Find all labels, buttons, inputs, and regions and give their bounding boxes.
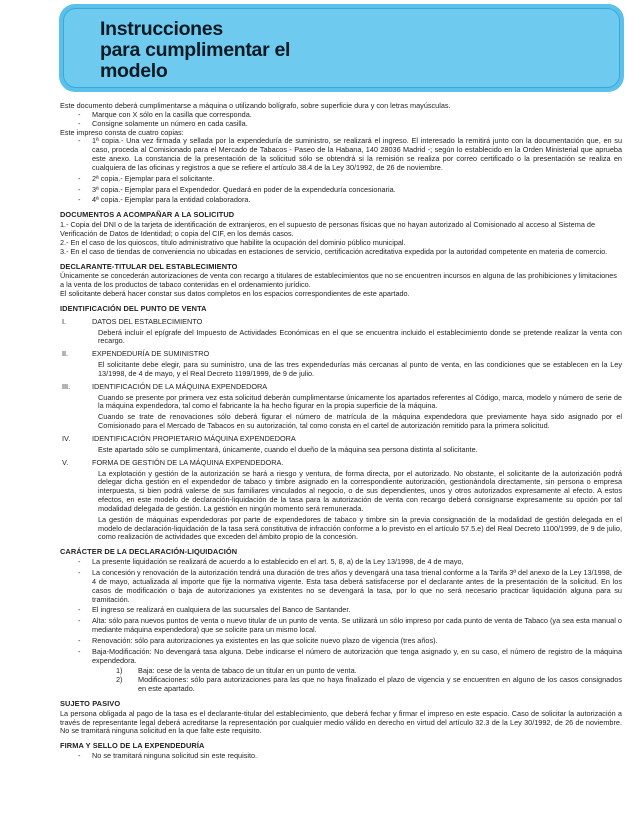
page-title [100, 19, 290, 82]
declarante-paragraph: Únicamente se concederán autorizaciones de venta con recargo a titulares de establecimientos que no se encuentren incursos en alguna de las prohibiciones y limitaciones a la venta de los productos de tabaco contenidas en el ordenamiento jurídico. [60, 271, 617, 290]
list-item: 1.- Copia del DNI o de la tarjeta de identificación de extranjeros, en el supuesto de personas físicas que no hayan autorizado al Comisionado al acceso al Sistema de Verificación de Datos de Identidad; o copia del CIF, en los demás casos. [60, 220, 596, 238]
sujeto-paragraph: La persona obligada al pago de la tasa es el declarante-titular del establecimiento, que deberá fechar y firmar el impreso en este espacio. Caso de solicitar la autorización a través de representante legal deberá acreditarse la representación por cualquier medio válido en derecho en virtud del artículo 32.3 de la Ley 30/1992, de 26 de noviembre. No se tramitará ninguna solicitud en la que falte este requisito. [60, 708, 622, 736]
list-item: - La presente liquidación se realizará de acuerdo a lo establecido en el art. 5, 8, a) de la Ley 13/1998, de 4 de mayo, [78, 558, 622, 567]
subsection-number: II. [62, 349, 69, 359]
list-item: 2.- En el caso de los quioscos, título administrativo que habilite la ocupación del dominio público municipal. [60, 237, 406, 247]
subsection-text: Cuando se trate de renovaciones sólo deberá figurar el número de matrícula de la máquina expendedora que previamente haya sido asignado por el Comisionado para el Mercado de Tabacos en su autorización, tal como consta en el cartel de autorización remitido para la primera solicitud. [98, 412, 622, 431]
list-item: - La concesión y renovación de la autorización tendrá una duración de tres años y devengará una tasa trienal conforme a la Tarifa 3ª del anexo de la Ley 13/1998, de 4 de mayo, actualizada al importe que fije la normativa vigente. Esta tasa deberá satisfacerse por el declarante antes de la presentación de la solicitud. En los casos de modificación o baja de autorizaciones ya existentes no se devengará la tasa, por lo que no será necesario practicar liquidación alguna para su tramitación. [78, 569, 622, 604]
title-banner-inner [63, 8, 620, 88]
subsection-maquina [60, 383, 622, 431]
section-heading-caracter: CARÁCTER DE LA DECLARACIÓN-LIQUIDACIÓN [60, 547, 238, 557]
copies-intro: Este impreso consta de cuatro copias: [60, 127, 184, 137]
list-item: - Renovación: sólo para autorizaciones ya existentes en las que solicite nuevo plazo de vigencia (tres años). [78, 637, 622, 646]
subsection-number: V. [62, 457, 69, 467]
subsection-number: III. [62, 381, 71, 391]
subsection-propietario [60, 435, 622, 455]
subsection-expenduria [60, 350, 622, 379]
list-item: - El ingreso se realizará en cualquiera de las sucursales del Banco de Santander. [78, 606, 622, 615]
section-heading-firma: FIRMA Y SELLO DE LA EXPENDEDURÍA [60, 741, 205, 751]
subsection-text: Cuando se presente por primera vez esta solicitud deberán cumplimentarse únicamente los apartados referentes al Código, marca, modelo y número de serie de la máquina expendedora, tal como el fabricante la ha hecho figurar en la propia superficie de la máquina. [98, 392, 622, 411]
declarante-paragraph: El solicitante deberá hacer constar sus datos completos en los espacios correspondientes de este apartado. [60, 289, 410, 299]
list-item: - Consigne solamente un número en cada casilla. [78, 120, 622, 129]
list-item: - 4ª copia.- Ejemplar para la entidad colaboradora. [78, 196, 622, 205]
subsection-gestion [60, 459, 622, 543]
baja-sublist [60, 667, 622, 694]
copies-list [60, 137, 622, 205]
list-item: 3.- En el caso de tiendas de conveniencia no ubicadas en estaciones de servicio, certificación acreditativa expedida por la autoridad competente en materia de comercio. [60, 246, 608, 256]
subsection-title: DATOS DEL ESTABLECIMIENTO [92, 316, 203, 326]
caracter-list [60, 558, 622, 665]
title-line: Instrucciones [100, 18, 223, 40]
title-line: modelo [100, 60, 168, 82]
subsection-title: FORMA DE GESTIÓN DE LA MÁQUINA EXPENDEDORA. [92, 457, 284, 467]
subsection-text: La gestión de máquinas expendedoras por parte de expendedores de tabaco y timbre sin la previa consignación de la modalidad de gestión delegada en el modelo de declaración-liquidación de la tasa será constitutiva de infracción conforme a lo previsto en el artículo 57.5.e) del Real Decreto 1100/1999, de 9 de julio, como realización de actividades que exceden del ámbito propio de la concesión. [98, 514, 622, 542]
list-item: - 3ª copia.- Ejemplar para el Expendedor. Quedará en poder de la expendeduría concesionaria. [78, 186, 622, 195]
subsection-text: El solicitante debe elegir, para su suministro, una de las tres expendedurías más cercanas al punto de venta, en las condiciones que se establecen en la Ley 13/1998, de 4 de mayo, y el Real Decreto 1199/1999, de 9 de julio. [98, 360, 622, 378]
list-item: - Baja-Modificación: No devengará tasa alguna. Debe indicarse el número de autorización que tenga asignado y, en su caso, el número de registro de la máquina expendedora. [78, 648, 622, 666]
intro-paragraph: Este documento deberá cumplimentarse a máquina o utilizando bolígrafo, sobre superficie dura y con letras mayúsculas. [60, 101, 451, 110]
sub-number: 2) [116, 675, 123, 685]
subsection-title: EXPENDEDURÍA DE SUMINISTRO [92, 349, 210, 359]
section-heading-sujeto: SUJETO PASIVO [60, 698, 121, 708]
subsection-text: Deberá incluir el epígrafe del Impuesto de Actividades Económicas en el que se encuentra incluido el establecimiento donde se pretende realizar la venta con recargo. [98, 327, 622, 346]
intro-list [60, 111, 622, 129]
instructions-body [60, 102, 622, 763]
subsection-title: IDENTIFICACIÓN DE LA MÁQUINA EXPENDEDORA [92, 381, 268, 391]
subsection-number: IV. [62, 434, 71, 443]
title-banner [59, 4, 624, 92]
section-heading-declarante: DECLARANTE-TITULAR DEL ESTABLECIMIENTO [60, 261, 238, 271]
list-item: - 1ª copia.- Una vez firmada y sellada por la expendeduría de suministro, se realizará el ingreso. El interesado la remitirá junto con la documentación que, en su caso, proceda al Comisionado para el Mercado de Tabacos - Paseo de la Habana, 140 28036 Madrid -; según lo establecido en la Orden Ministerial que aprueba este anexo. La constancia de la presentación de la solicitud sólo se obtendrá si la remisión se realiza por correo certificado o la presentación se realiza en cualquiera de las oficinas y registros a que se refiere el artículo 38.4 de la Ley 30/1992, de 26 de noviembre. [78, 137, 622, 172]
subsection-text: La explotación y gestión de la autorización se hará a riesgo y ventura, de forma directa, por el autorizado. No obstante, el solicitante de la autorización podrá delegar dicha gestión en el expendedor de tabaco y timbre asignado en la correspondiente autorización, gestionándola directamente, sin persona o empresa interpuesta, si bien podrá valerse de sus familiares vinculados al negocio, o de sus dependientes, unos y otros autorizados expresamente al efecto. A estos efectos, en este modelo de declaración-liquidación de la tasa para la autorización de venta con recargo deberá consignarse expresamente su opción por tal modalidad delegada de gestión. La gestión en ningún momento será remunerada. [98, 468, 622, 513]
sub-text: Baja: cese de la venta de tabaco de un titular en un punto de venta. [138, 666, 357, 676]
subsection-number: I. [62, 316, 67, 326]
list-item: - Marque con X sólo en la casilla que corresponda. [78, 111, 622, 120]
list-item [116, 676, 622, 694]
subsection-text: Este apartado sólo se cumplimentará, únicamente, cuando el dueño de la máquina sea persona distinta al solicitante. [98, 444, 478, 454]
firma-list [60, 752, 622, 761]
title-line: para cumplimentar el [100, 39, 291, 61]
sub-number: 1) [116, 666, 123, 676]
section-heading-documentos: DOCUMENTOS A ACOMPAÑAR A LA SOLICITUD [60, 210, 235, 220]
list-item: - 2ª copia.- Ejemplar para el solicitante. [78, 175, 622, 184]
subsection-datos [60, 318, 622, 347]
list-item: - Alta: sólo para nuevos puntos de venta o nuevo titular de un punto de venta. Se utilizará un sólo impreso por cada punto de venta de Tabaco (ya sea esta manual o mediante máquina expendedora) que se solicite para un mismo local. [78, 617, 622, 635]
list-item: - No se tramitará ninguna solicitud sin este requisito. [78, 752, 622, 761]
section-heading-identificacion: IDENTIFICACIÓN DEL PUNTO DE VENTA [60, 303, 207, 313]
sub-text: Modificaciones: sólo para autorizaciones para las que no haya finalizado el plazo de vigencia y se encuentren en alguno de los casos consignados en este apartado. [138, 675, 622, 694]
subsection-title: IDENTIFICACIÓN PROPIETARIO MÁQUINA EXPENDEDORA [92, 434, 296, 443]
